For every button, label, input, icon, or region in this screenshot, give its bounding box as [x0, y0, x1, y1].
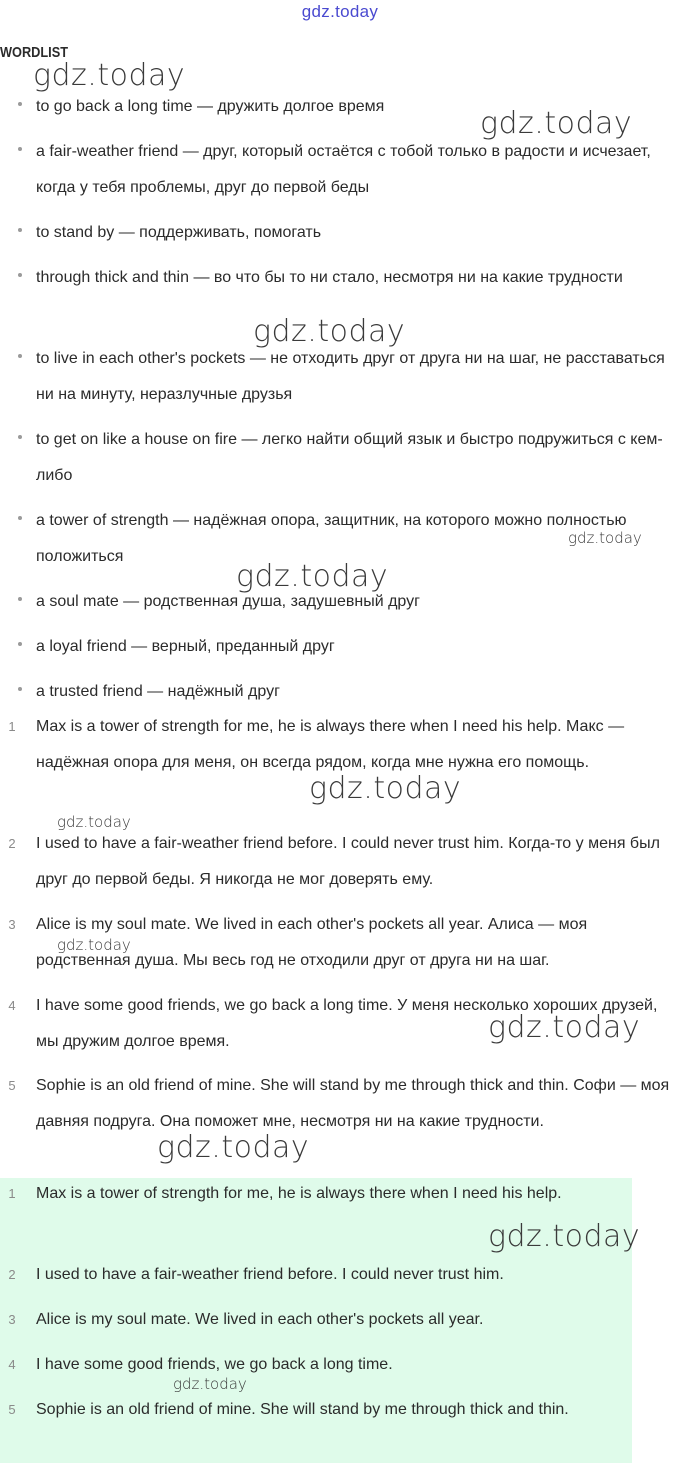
item-number: 2	[8, 1267, 16, 1282]
bullet-icon	[18, 642, 22, 646]
item-number: 2	[8, 836, 16, 851]
wordlist-entry: to stand by — поддерживать, помогать	[36, 224, 322, 241]
item-number: 5	[8, 1402, 16, 1417]
bullet-icon	[18, 147, 22, 151]
bullet-icon	[18, 687, 22, 691]
watermark: gdz.today	[480, 106, 633, 141]
watermark: gdz.today	[236, 559, 389, 594]
wordlist-entry: a fair-weather friend — друг, который остаётся с тобой только в радости и исчезает, когда у тебя проблемы, друг до первой беды	[36, 143, 651, 196]
wordlist-entry: through thick and thin — во что бы то ни стало, несмотря ни на какие трудности	[36, 269, 623, 286]
top-watermark: gdz.today	[301, 2, 379, 21]
watermark: gdz.today	[173, 1375, 247, 1393]
bullet-icon	[18, 516, 22, 520]
wordlist-heading: WORDLIST	[0, 44, 68, 61]
bullet-icon	[18, 273, 22, 277]
answer-translated-text: I used to have a fair-weather friend before. I could never trust him. Когда-то у меня был друг до первой беды. Я никогда не мог доверять ему.	[36, 835, 660, 888]
watermark: gdz.today	[309, 771, 462, 806]
wordlist-entry: a trusted friend — надёжный друг	[36, 683, 280, 700]
watermark: gdz.today	[57, 936, 131, 954]
answer-text: I have some good friends, we go back a long time.	[36, 1356, 393, 1373]
wordlist-entry: to live in each other's pockets — не отходить друг от друга ни на шаг, не расставаться ни на минуту, неразлучные друзья	[36, 350, 665, 403]
watermark: gdz.today	[488, 1219, 641, 1254]
bullet-icon	[18, 228, 22, 232]
answer-text: I used to have a fair-weather friend before. I could never trust him.	[36, 1266, 504, 1283]
item-number: 5	[8, 1078, 16, 1093]
answer-translated-text: I have some good friends, we go back a long time. У меня несколько хороших друзей, мы дружим долгое время.	[36, 997, 658, 1050]
item-number: 1	[8, 719, 16, 734]
answer-translated-text: Max is a tower of strength for me, he is always there when I need his help. Макс — надёжная опора для меня, он всегда рядом, когда мне нужна его помощь.	[36, 718, 625, 771]
bullet-icon	[18, 435, 22, 439]
watermark: gdz.today	[568, 529, 642, 547]
watermark: gdz.today	[488, 1010, 641, 1045]
answer-translated-text: Sophie is an old friend of mine. She will stand by me through thick and thin. Софи — моя давняя подруга. Она поможет мне, несмотря ни на какие трудности.	[36, 1077, 670, 1130]
bullet-icon	[18, 354, 22, 358]
answer-text: Max is a tower of strength for me, he is always there when I need his help.	[36, 1185, 562, 1202]
watermark: gdz.today	[33, 58, 186, 93]
wordlist-entry: to go back a long time — дружить долгое время	[36, 98, 385, 115]
wordlist-entry: to get on like a house on fire — легко найти общий язык и быстро подружиться с кем-либо	[36, 431, 663, 484]
watermark: gdz.today	[157, 1130, 310, 1165]
bullet-icon	[18, 102, 22, 106]
item-number: 4	[8, 998, 16, 1013]
item-number: 3	[8, 1312, 16, 1327]
answer-text: Sophie is an old friend of mine. She will stand by me through thick and thin.	[36, 1401, 569, 1418]
wordlist-entry: a soul mate — родственная душа, задушевный друг	[36, 593, 420, 610]
bullet-icon	[18, 597, 22, 601]
item-number: 3	[8, 917, 16, 932]
answer-text: Alice is my soul mate. We lived in each other's pockets all year.	[36, 1311, 484, 1328]
wordlist-entry: a tower of strength — надёжная опора, защитник, на которого можно полностью положиться	[36, 512, 627, 565]
item-number: 1	[8, 1186, 16, 1201]
watermark: gdz.today	[57, 813, 131, 831]
answer-translated-text: Alice is my soul mate. We lived in each other's pockets all year. Алиса — моя родственная душа. Мы весь год не отходили друг от друга ни на шаг.	[36, 916, 588, 969]
item-number: 4	[8, 1357, 16, 1372]
watermark: gdz.today	[253, 314, 406, 349]
wordlist-entry: a loyal friend — верный, преданный друг	[36, 638, 335, 655]
